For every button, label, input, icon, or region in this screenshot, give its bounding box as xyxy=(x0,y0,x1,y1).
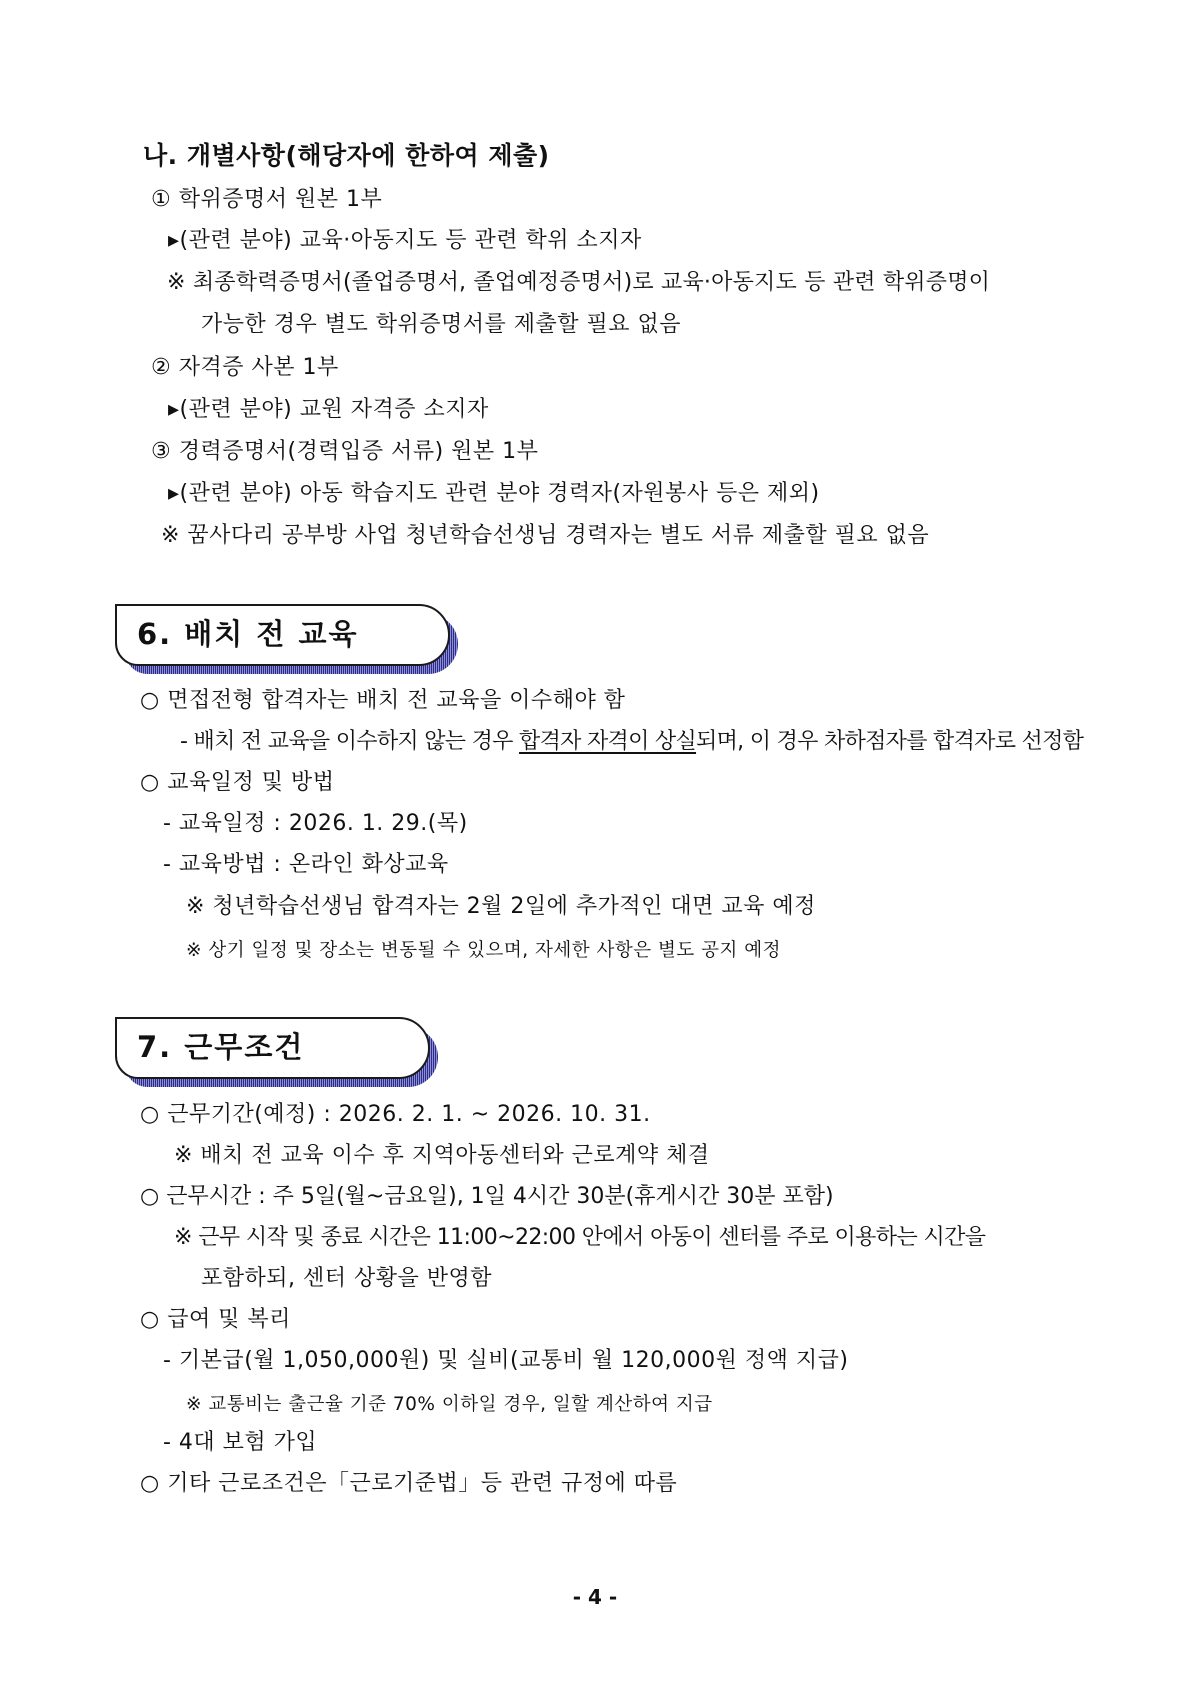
note-work-hours-cont: 포함하되, 센터 상황을 반영함 xyxy=(201,1266,492,1291)
list-item-career: ③ 경력증명서(경력입증 서류) 원본 1부 xyxy=(151,439,539,464)
subsection-title: 나. 개별사항(해당자에 한하여 제출) xyxy=(143,141,550,170)
page-number: - 4 - xyxy=(572,1585,618,1609)
list-item-license-field: ▸(관련 분야) 교원 자격증 소지자 xyxy=(168,397,489,422)
interview-note-underlined: 합격자 자격이 상실 xyxy=(519,729,697,754)
section-header-7-label: 7. 근무조건 xyxy=(137,1030,305,1064)
note-contract: ※ 배치 전 교육 이수 후 지역아동센터와 근로계약 체결 xyxy=(174,1143,710,1168)
note-degree-cont: 가능한 경우 별도 학위증명서를 제출할 필요 없음 xyxy=(201,312,682,337)
section-header-6-label: 6. 배치 전 교육 xyxy=(137,617,359,651)
note-degree: ※ 최종학력증명서(졸업증명서, 졸업예정증명서)로 교육·아동지도 등 관련 학위증명이 xyxy=(167,270,991,295)
list-item-career-field: ▸(관련 분야) 아동 학습지도 관련 분야 경력자(자원봉사 등은 제외) xyxy=(168,481,820,506)
list-item-work-hours: ○ 근무시간 : 주 5일(월~금요일), 1일 4시간 30분(휴게시간 30분 포함) xyxy=(140,1184,834,1209)
note-teacher-education: ※ 청년학습선생님 합격자는 2월 2일에 추가적인 대면 교육 예정 xyxy=(186,894,816,919)
note-transport: ※ 교통비는 출근율 기준 70% 이하일 경우, 일할 계산하여 지급 xyxy=(186,1394,713,1415)
list-item-method: - 교육방법 : 온라인 화상교육 xyxy=(163,852,449,877)
note-career: ※ 꿈사다리 공부방 사업 청년학습선생님 경력자는 별도 서류 제출할 필요 없음 xyxy=(161,523,930,548)
list-item-interview: ○ 면접전형 합격자는 배치 전 교육을 이수해야 함 xyxy=(140,688,626,713)
list-item-base-salary: - 기본급(월 1,050,000원) 및 실비(교통비 월 120,000원 정액 지급) xyxy=(163,1348,849,1373)
list-item-license: ② 자격증 사본 1부 xyxy=(151,355,339,380)
section-header-6 xyxy=(115,604,450,666)
note-schedule-change: ※ 상기 일정 및 장소는 변동될 수 있으며, 자세한 사항은 별도 공지 예정 xyxy=(186,940,781,961)
list-item-degree: ① 학위증명서 원본 1부 xyxy=(151,187,383,212)
interview-note-text-1: - 배치 전 교육을 이수하지 않는 경우 xyxy=(180,729,520,754)
list-item-work-period: ○ 근무기간(예정) : 2026. 2. 1. ~ 2026. 10. 31. xyxy=(140,1102,651,1127)
list-item-other-conditions: ○ 기타 근로조건은「근로기준법」등 관련 규정에 따름 xyxy=(140,1471,678,1496)
list-item-salary-benefits: ○ 급여 및 복리 xyxy=(140,1307,291,1332)
section-header-7 xyxy=(115,1017,430,1079)
list-item-interview-note xyxy=(180,727,1083,757)
list-item-insurance: - 4대 보험 가입 xyxy=(163,1430,318,1455)
list-item-schedule: - 교육일정 : 2026. 1. 29.(목) xyxy=(163,811,468,836)
list-item-schedule-method: ○ 교육일정 및 방법 xyxy=(140,770,335,795)
interview-note-text-2: 되며, 이 경우 차하점자를 합격자로 선정함 xyxy=(696,729,1084,754)
note-work-hours: ※ 근무 시작 및 종료 시간은 11:00~22:00 안에서 아동이 센터를 주로 이용하는 시간을 xyxy=(174,1225,986,1250)
list-item-degree-field: ▸(관련 분야) 교육·아동지도 등 관련 학위 소지자 xyxy=(168,228,642,253)
